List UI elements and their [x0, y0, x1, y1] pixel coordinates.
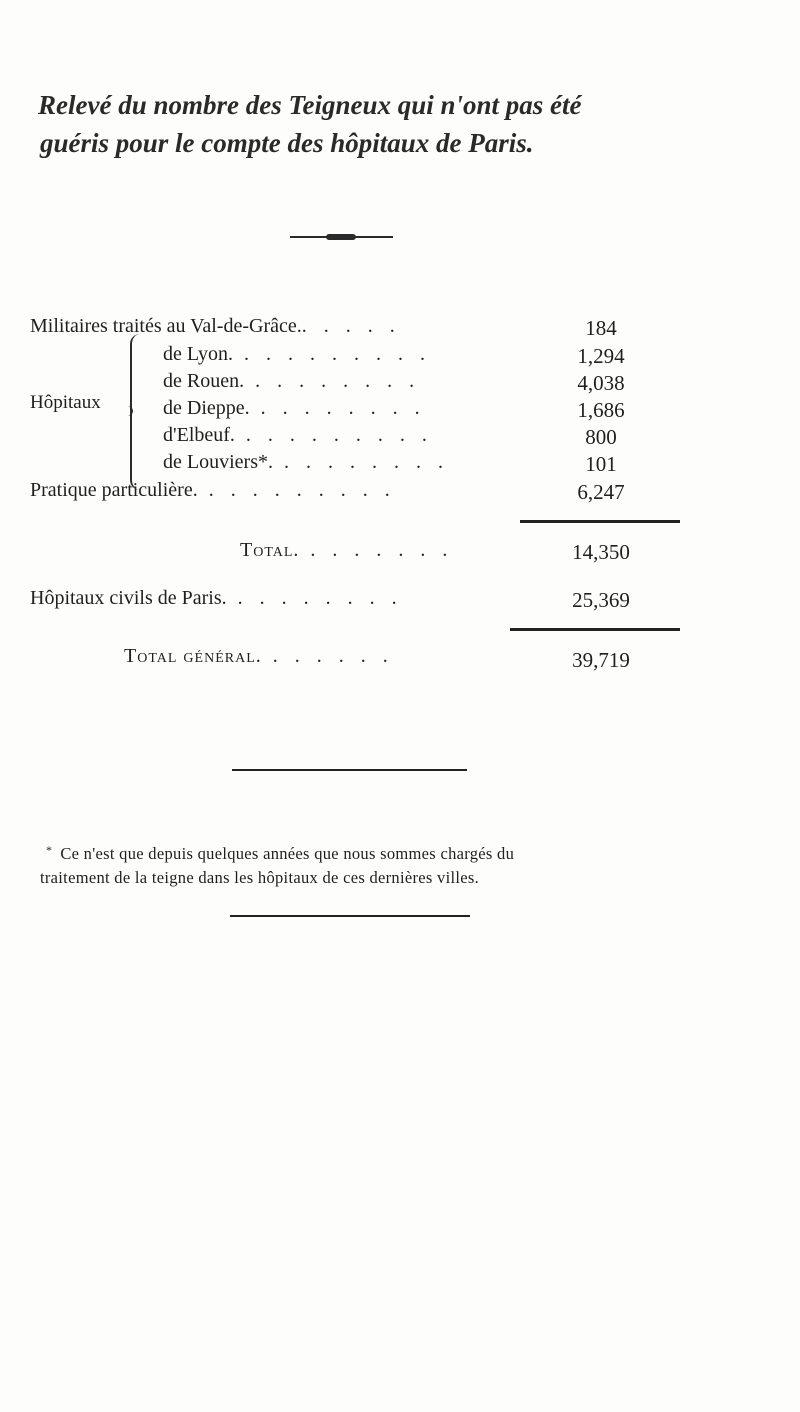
row-label: Total. [240, 539, 300, 561]
row-leader-dots: . . . . . . . . . [233, 343, 431, 365]
value-louviers: 101 [585, 452, 617, 476]
row-label: d'Elbeuf. [163, 424, 235, 446]
row-elbeuf [163, 423, 433, 447]
row-label: de Louviers*. [163, 451, 273, 473]
row-leader-dots: . . . . . . [261, 645, 394, 667]
title-line-1: Relevé du nombre des Teigneux qui n'ont pas été [38, 90, 582, 120]
row-rouen [163, 369, 420, 393]
row-leader-dots: . . . . . . . . . [197, 479, 396, 501]
row-pratique [30, 478, 396, 502]
row-label: Total général. [124, 645, 262, 667]
value-dieppe: 1,686 [577, 398, 625, 422]
footnote [40, 838, 770, 890]
row-leader-dots: . . . . . . . . . [234, 424, 433, 446]
value-lyon: 1,294 [577, 344, 625, 368]
value-total: 14,350 [572, 540, 630, 564]
row-leader-dots: . . . . . . . [299, 539, 454, 561]
top-ornament-rule [290, 236, 393, 238]
value-rouen: 4,038 [577, 371, 625, 395]
section-divider [232, 769, 467, 771]
row-label: de Lyon. [163, 343, 233, 365]
value-pratique: 6,247 [577, 480, 625, 504]
footnote-marker: * [46, 843, 53, 857]
row-total [240, 538, 453, 562]
brace [130, 334, 142, 490]
row-leader-dots: . . . . . . . . [249, 397, 426, 419]
row-civils [30, 586, 403, 610]
row-militaires [30, 314, 401, 338]
row-label: Hôpitaux civils de Paris. [30, 587, 227, 609]
row-louviers [163, 450, 449, 474]
group-label-hopitaux: Hôpitaux [30, 392, 101, 413]
row-leader-dots: . . . . . . . . [272, 451, 449, 473]
row-label: Pratique particulière. [30, 479, 198, 501]
bottom-rule [230, 915, 470, 917]
row-total-general [124, 644, 394, 668]
value-militaires: 184 [585, 316, 617, 340]
sum-rule-1 [520, 520, 680, 523]
sum-rule-2 [510, 628, 680, 631]
page-title [38, 86, 778, 162]
row-leader-dots: . . . . . [301, 315, 401, 337]
row-label: Militaires traités au Val-de-Grâce. [30, 315, 302, 337]
value-civils: 25,369 [572, 588, 630, 612]
row-label: de Dieppe. [163, 397, 250, 419]
value-total-general: 39,719 [572, 648, 630, 672]
value-elbeuf: 800 [585, 425, 617, 449]
footnote-line-2: traitement de la teigne dans les hôpitaux de ces dernières villes. [40, 868, 480, 887]
title-line-2: guéris pour le compte des hôpitaux de Paris. [40, 128, 534, 158]
row-leader-dots: . . . . . . . . [226, 587, 403, 609]
row-leader-dots: . . . . . . . . [244, 370, 421, 392]
row-label: de Rouen. [163, 370, 245, 392]
row-dieppe [163, 396, 426, 420]
row-lyon [163, 342, 431, 366]
footnote-line-1: Ce n'est que depuis quelques années que nous sommes chargés du [60, 844, 515, 863]
